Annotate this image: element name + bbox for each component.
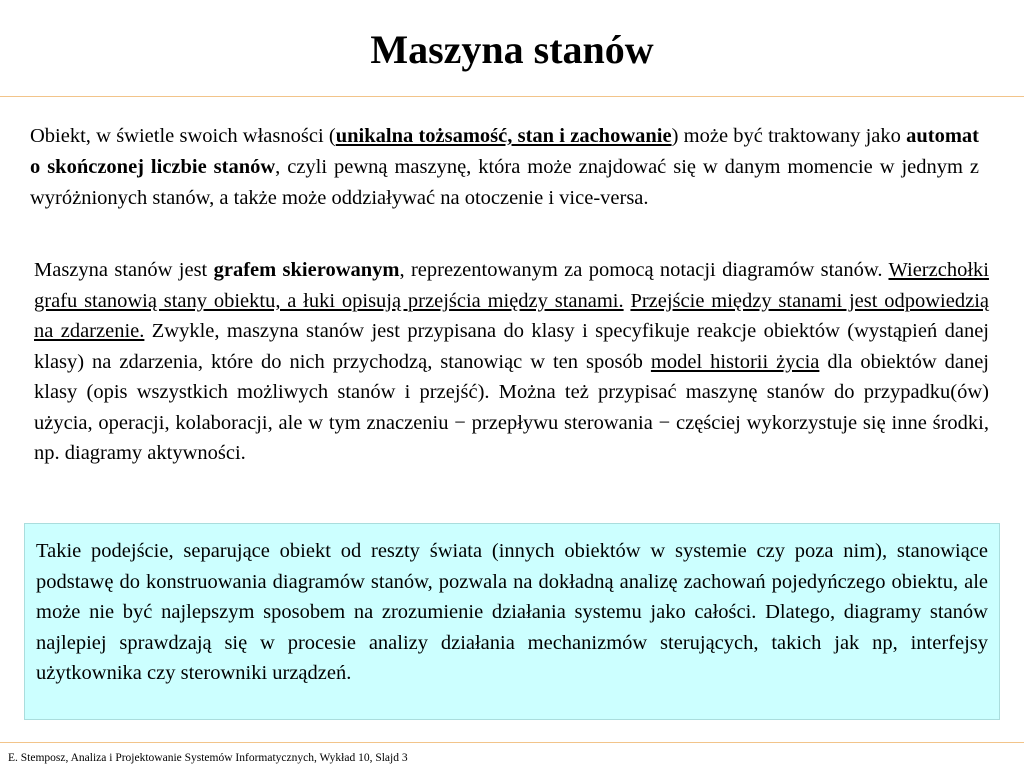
paragraph2-underline-transition: Przejście między stanami jest odpowiedzią na zdarzenie. bbox=[34, 289, 989, 342]
paragraph-state-machine bbox=[34, 255, 989, 469]
paragraph1-text-1: Obiekt, w świetle swoich własności ( bbox=[30, 125, 336, 147]
paragraph1-text-2: ) może być traktowany jako bbox=[671, 125, 907, 147]
footer-divider bbox=[0, 742, 1024, 743]
paragraph1-text-3: , czyli pewną maszynę, która może znajdować się w danym momencie w jednym z wyróżnionych stanów, a także może oddziaływać na otoczenie i vice-versa. bbox=[30, 156, 979, 209]
paragraph2-underline-vertices: Wierzchołki grafu stanowią stany obiektu, a łuki opisują przejścia między stanami. bbox=[34, 259, 989, 312]
note-box-text: Takie podejście, separujące obiekt od reszty świata (innych obiektów w systemie czy poza nim), stanowiące podstawę do konstruowania diagramów stanów, pozwala na dokładną analizę zachowań pojedyńczego obiektu, ale może nie być najlepszym sposobem na zrozumienie działania systemu jako całości. Dlatego, diagramy stanów najlepiej sprawdzają się w procesie analizy działania mechanizmów sterujących, takich jak np, interfejsy użytkownika czy sterowniki urządzeń. bbox=[36, 540, 988, 684]
paragraph2-text-3: Zwykle, maszyna stanów jest przypisana do klasy i specyfikuje reakcje obiektów (wystąpień danej klasy) na zdarzenia, które do nich przychodzą, stanowiąc w ten sposób bbox=[34, 320, 989, 373]
paragraph2-emphasis-graph: grafem skierowanym bbox=[213, 259, 400, 281]
paragraph2-underline-life-model: model historii życia bbox=[650, 350, 820, 373]
paragraph2-text-2: , reprezentowanym za pomocą notacji diagramów stanów. bbox=[399, 259, 889, 281]
paragraph-object-automaton bbox=[30, 121, 979, 214]
paragraph1-emphasis-identity: unikalna tożsamość, stan i zachowanie bbox=[335, 125, 672, 147]
paragraph2-text-1: Maszyna stanów jest bbox=[34, 259, 214, 281]
slide-title: Maszyna stanów bbox=[370, 27, 654, 72]
paragraph1-emphasis-automaton: automat o skończonej liczbie stanów bbox=[30, 125, 979, 178]
title-divider bbox=[0, 96, 1024, 97]
footer-caption: E. Stemposz, Analiza i Projektowanie Systemów Informatycznych, Wykład 10, Slajd 3 bbox=[8, 752, 408, 764]
paragraph2-text-4: dla obiektów danej klasy (opis wszystkich możliwych stanów i przejść). Można też przypisać maszynę stanów do przypadku(ów) użycia, operacji, kolaboracji, ale w tym znaczeniu − przepływu sterowania − częściej wykorzystuje się inne środki, np. diagramy aktywności. bbox=[34, 350, 989, 464]
note-box bbox=[24, 523, 1000, 720]
